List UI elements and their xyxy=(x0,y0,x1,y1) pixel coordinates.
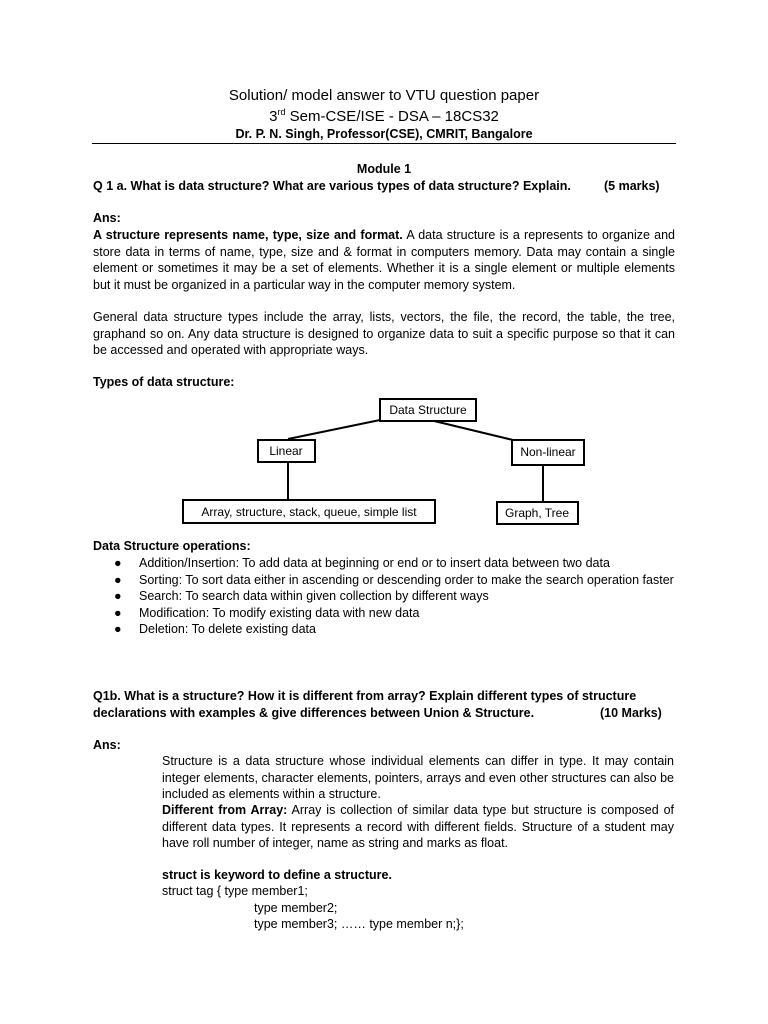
list-item: ● Sorting: To sort data either in ascending or descending order to make the search operation faster xyxy=(114,572,674,587)
answer-paragraph-4-lead: Different from Array: xyxy=(162,803,288,817)
question-1b xyxy=(93,688,675,721)
question-1b-text: Q1b. What is a structure? How it is different from array? Explain different types of structure declarations with examples & give differences between Union & Structure. xyxy=(93,689,637,720)
module-heading: Module 1 xyxy=(356,162,412,176)
question-1b-marks: (10 Marks) xyxy=(600,705,662,720)
question-1a-marks: (5 marks) xyxy=(604,179,660,193)
document-title: Solution/ model answer to VTU question paper xyxy=(228,87,540,104)
answer-paragraph-2: General data structure types include the array, lists, vectors, the file, the record, the table, the tree, graphand so on. Any data structure is designed to organize data to suit a specific purpose so that it can be accessed and operated with appropriate ways. xyxy=(93,310,675,357)
author-line: Dr. P. N. Singh, Professor(CSE), CMRIT, Bangalore xyxy=(235,127,533,141)
answer-paragraph-1-body: A data structure is a represents to organize and store data in terms of name, type, size and & format in computers memory. Data may contain a single element or sometimes it may be a set of elements. Whether it is a single element or multiple elements but it must be organized in a particular way in the computer memory system. xyxy=(93,228,676,292)
edge-root-nonlinear xyxy=(430,420,513,440)
types-heading: Types of data structure: xyxy=(93,375,235,389)
course-suffix: Sem-CSE/ISE - DSA – 18CS32 xyxy=(285,108,499,125)
node-nonlinear-child-label: Graph, Tree xyxy=(504,506,570,520)
operations-heading: Data Structure operations: xyxy=(93,539,251,553)
course-sup: rd xyxy=(277,107,286,117)
answer-paragraph-3: Structure is a data structure whose individual elements can differ in type. It may contain integer elements, character elements, pointers, arrays and even other structures can also be included as elements within a structure. xyxy=(162,754,674,801)
list-item: ● Addition/Insertion: To add data at beginning or end or to insert data between two data xyxy=(114,556,610,570)
answer-paragraph-4 xyxy=(162,802,674,852)
answer-paragraph-4-body: Array is collection of similar data type but structure is composed of different data types. It represents a record with different fields. Structure of a student may have roll number of integer, name as string and marks as float. xyxy=(162,803,674,850)
struct-keyword-line: struct is keyword to define a structure. xyxy=(162,868,392,882)
bullet-icon: ● xyxy=(114,572,122,587)
answer-label-1a: Ans: xyxy=(93,211,121,225)
code-line-2: type member2; xyxy=(254,901,338,915)
bullet-icon: ● xyxy=(114,605,122,620)
operations-list xyxy=(93,555,675,638)
bullet-icon: ● xyxy=(114,589,122,603)
node-linear-child-label: Array, structure, stack, queue, simple list xyxy=(201,505,417,519)
data-structure-tree-diagram xyxy=(175,390,595,535)
code-line-3: type member3; …… type member n;}; xyxy=(254,917,464,931)
bullet-icon: ● xyxy=(114,556,122,570)
list-item: ● Search: To search data within given collection by different ways xyxy=(114,589,489,603)
bullet-icon: ● xyxy=(114,622,122,636)
answer-paragraph-1-lead: A structure represents name, type, size and format. xyxy=(93,228,403,242)
list-item: ● Deletion: To delete existing data xyxy=(114,622,316,636)
answer-label-1b: Ans: xyxy=(93,738,121,752)
edge-root-linear xyxy=(288,420,380,439)
code-line-1: struct tag { type member1; xyxy=(162,884,308,898)
node-root-label: Data Structure xyxy=(389,403,467,417)
answer-paragraph-1 xyxy=(93,227,675,293)
course-line xyxy=(0,107,768,125)
question-1a-text: Q 1 a. What is data structure? What are various types of data structure? Explain. xyxy=(93,179,571,193)
header-divider xyxy=(92,143,676,144)
node-linear-label: Linear xyxy=(269,444,303,458)
question-1a xyxy=(93,178,673,195)
course-prefix: 3 xyxy=(269,108,278,125)
list-item: ● Modification: To modify existing data with new data xyxy=(114,605,420,620)
node-nonlinear-label: Non-linear xyxy=(520,445,576,459)
